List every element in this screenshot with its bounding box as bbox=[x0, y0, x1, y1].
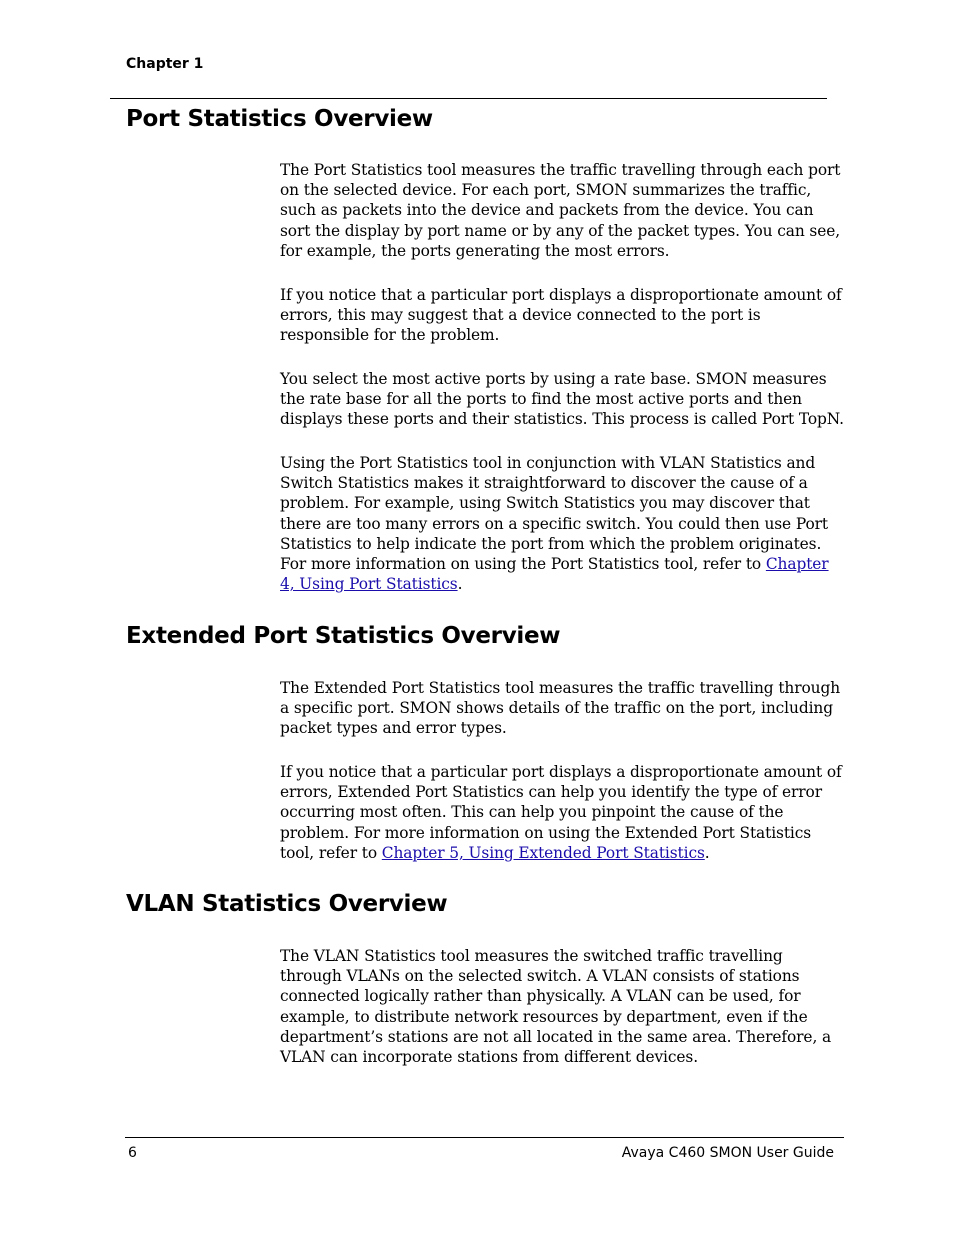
paragraph: You select the most active ports by using a rate base. SMON measures the rate base for all the ports to find the most active ports and then displays these ports and their statistics. This process is called Port TopN. bbox=[280, 370, 844, 429]
section-heading-vlan-statistics: VLAN Statistics Overview bbox=[126, 891, 448, 917]
paragraph-text: . bbox=[457, 575, 463, 594]
footer-rule bbox=[125, 1137, 844, 1138]
footer-doc-title: Avaya C460 SMON User Guide bbox=[621, 1145, 834, 1161]
paragraph: The Port Statistics tool measures the traffic travelling through each port on the selected device. For each port, SMON summarizes the traffic, such as packets into the device and packets from the device. You can sort the display by port name or by any of the packet types. You can see, for example, the ports generating the most errors. bbox=[280, 161, 841, 260]
paragraph-with-link bbox=[280, 762, 845, 863]
page-number: 6 bbox=[128, 1145, 137, 1161]
chapter-5-link[interactable]: Chapter 5, Using Extended Port Statistics bbox=[381, 843, 705, 862]
paragraph: If you notice that a particular port displays a disproportionate amount of errors, this may suggest that a device connected to the port is responsible for the problem. bbox=[280, 286, 842, 345]
paragraph: The Extended Port Statistics tool measures the traffic travelling through a specific port. SMON shows details of the traffic on the port, including packet types and error types. bbox=[280, 679, 841, 738]
paragraph: The VLAN Statistics tool measures the switched traffic travelling through VLANs on the selected switch. A VLAN consists of stations connected logically rather than physically. A VLAN can be used, for example, to distribute network resources by department, even if the department’s stations are not all located in the same area. Therefore, a VLAN can incorporate stations from different devices. bbox=[280, 947, 832, 1067]
header-rule bbox=[110, 98, 827, 99]
paragraph-with-link bbox=[280, 453, 845, 594]
section-heading-extended-port-statistics: Extended Port Statistics Overview bbox=[126, 623, 561, 649]
paragraph-text: If you notice that a particular port displays a disproportionate amount of errors, Extended Port Statistics can help you identify the type of error occurring most often. This can help you pinpoint the cause of the problem. For more information on using the Extended Port Statistics tool, refer to bbox=[280, 763, 842, 862]
section-heading-port-statistics: Port Statistics Overview bbox=[126, 106, 433, 132]
chapter-4-link[interactable]: Chapter 4, Using Port Statistics bbox=[280, 555, 829, 594]
paragraph-text: Using the Port Statistics tool in conjunction with VLAN Statistics and Switch Statistics makes it straightforward to discover the cause of a problem. For example, using Switch Statistics you may discover that there are too many errors on a specific switch. You could then use Port Statistics to help indicate the port from which the problem originates. For more information on using the Port Statistics tool, refer to bbox=[280, 454, 828, 574]
chapter-header: Chapter 1 bbox=[126, 56, 204, 72]
paragraph-text: . bbox=[704, 843, 710, 862]
